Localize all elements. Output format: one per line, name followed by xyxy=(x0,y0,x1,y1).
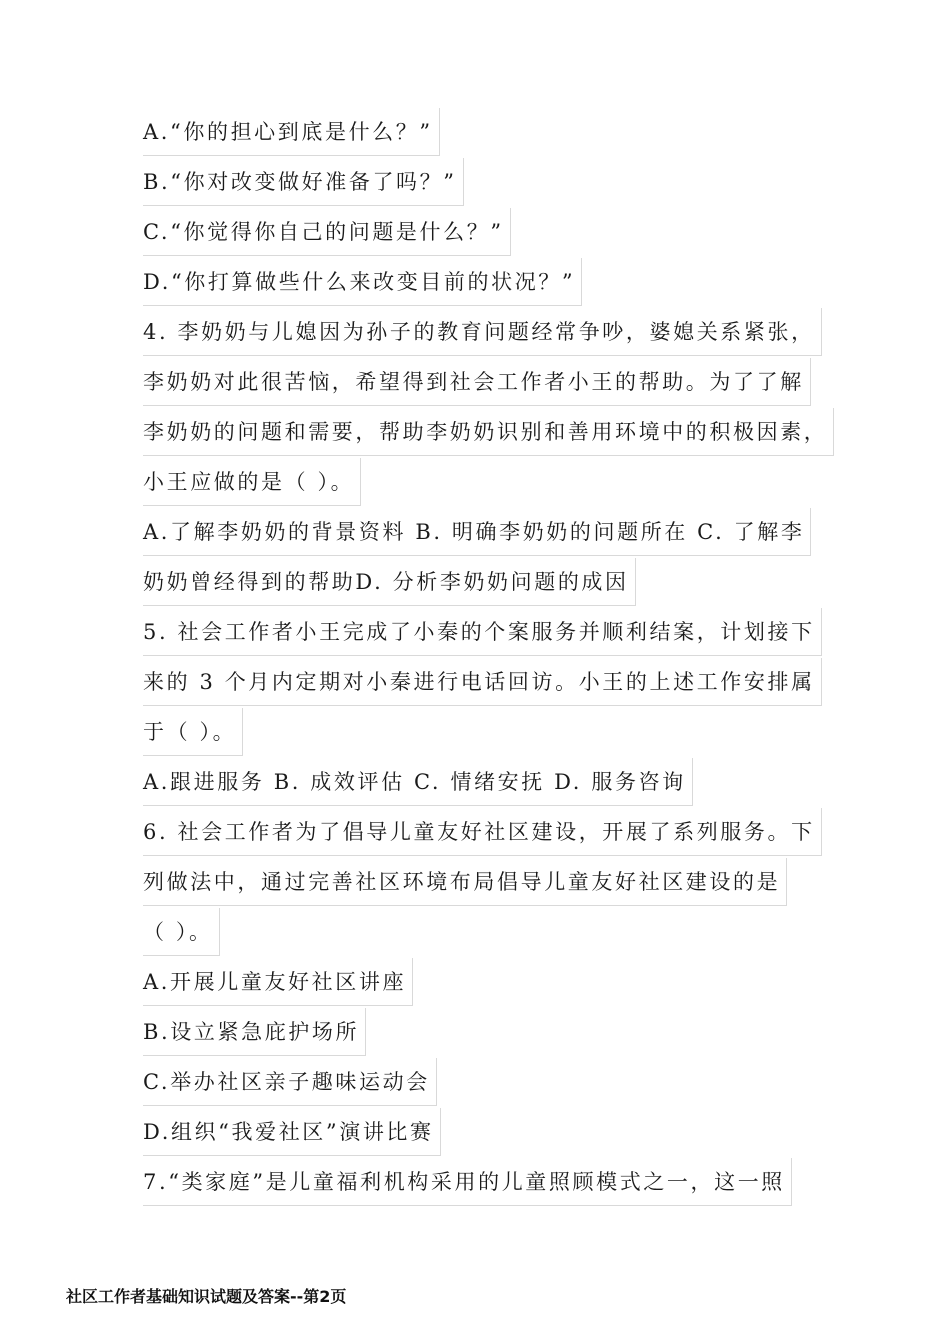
question-4-line-2: 李奶奶对此很苦恼，希望得到社会工作者小王的帮助。为了了解 xyxy=(143,358,811,406)
question-4-options-line-1: A.了解李奶奶的背景资料 B. 明确李奶奶的问题所在 C. 了解李 xyxy=(143,508,811,556)
option-c-q3: C.“你觉得你自己的问题是什么？” xyxy=(143,208,511,256)
option-b-q3: B.“你对改变做好准备了吗？” xyxy=(143,158,464,206)
question-6-line-2: 列做法中，通过完善社区环境布局倡导儿童友好社区建设的是 xyxy=(143,858,787,906)
option-b-q6: B.设立紧急庇护场所 xyxy=(143,1008,366,1056)
option-d-q6: D.组织“我爱社区”演讲比赛 xyxy=(143,1108,441,1156)
option-c-q6: C.举办社区亲子趣味运动会 xyxy=(143,1058,437,1106)
question-5-options: A.跟进服务 B. 成效评估 C. 情绪安抚 D. 服务咨询 xyxy=(143,758,693,806)
question-5-line-1: 5. 社会工作者小王完成了小秦的个案服务并顺利结案，计划接下 xyxy=(143,608,822,656)
question-7-line-1: 7.“类家庭”是儿童福利机构采用的儿童照顾模式之一，这一照 xyxy=(143,1158,792,1206)
question-6-line-1: 6. 社会工作者为了倡导儿童友好社区建设，开展了系列服务。下 xyxy=(143,808,822,856)
question-4-options-line-2: 奶奶曾经得到的帮助D. 分析李奶奶问题的成因 xyxy=(143,558,636,606)
question-5-line-2: 来的 3 个月内定期对小秦进行电话回访。小王的上述工作安排属 xyxy=(143,658,822,706)
question-4-line-4: 小王应做的是（ ）。 xyxy=(143,458,361,506)
page-footer: 社区工作者基础知识试题及答案--第2页 xyxy=(66,1287,347,1306)
option-a-q6: A.开展儿童友好社区讲座 xyxy=(143,958,413,1006)
option-d-q3: D.“你打算做些什么来改变目前的状况？” xyxy=(143,258,582,306)
option-a-q3: A.“你的担心到底是什么？” xyxy=(143,108,440,156)
question-4-line-1: 4. 李奶奶与儿媳因为孙子的教育问题经常争吵，婆媳关系紧张， xyxy=(143,308,822,356)
question-4-line-3: 李奶奶的问题和需要，帮助李奶奶识别和善用环境中的积极因素， xyxy=(143,408,834,456)
question-5-line-3: 于（ ）。 xyxy=(143,708,243,756)
question-6-line-3: （ ）。 xyxy=(143,908,220,956)
